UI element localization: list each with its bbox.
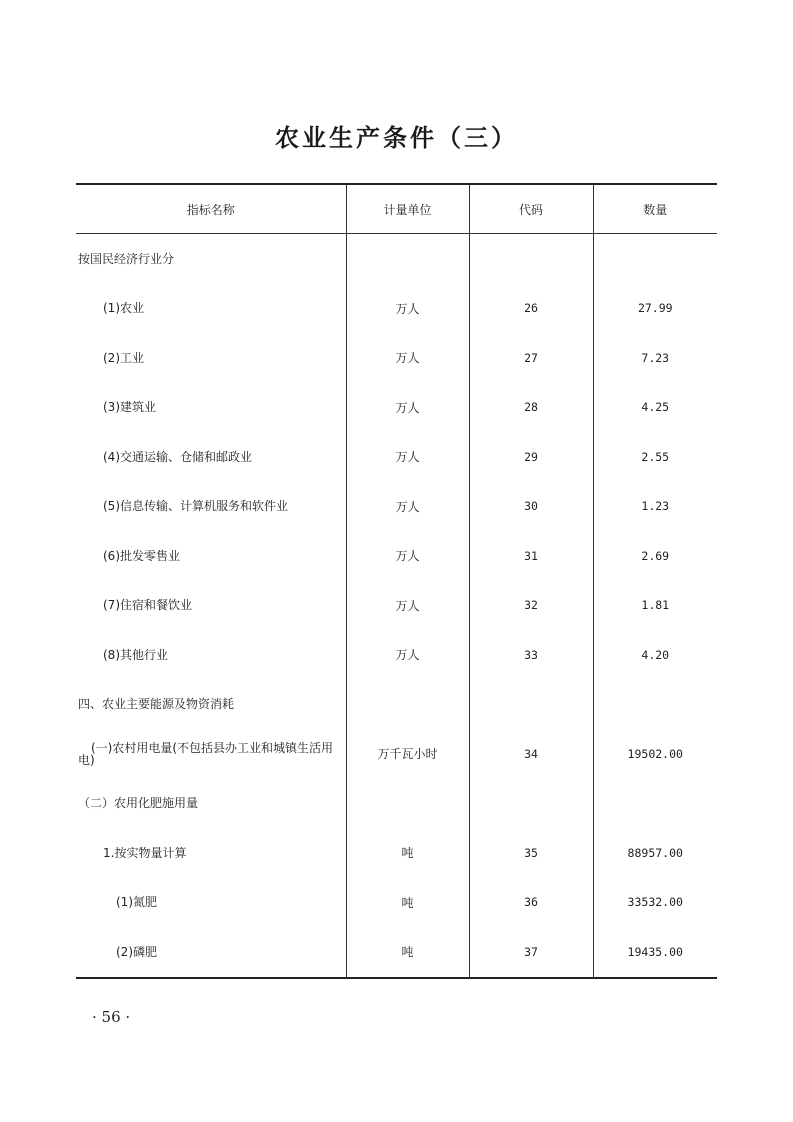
row-unit: 万千瓦小时 (346, 729, 469, 779)
row-unit: 万人 (346, 531, 469, 581)
row-code: 30 (469, 482, 593, 532)
table-row (76, 234, 717, 284)
table-row (76, 383, 717, 433)
table-row (76, 432, 717, 482)
row-value: 2.69 (593, 531, 717, 581)
row-unit: 吨 (346, 878, 469, 928)
row-code (469, 779, 593, 829)
row-name: (2)工业 (103, 350, 144, 365)
table-row (76, 531, 717, 581)
row-name: (5)信息传输、计算机服务和软件业 (103, 499, 288, 514)
row-value (593, 779, 717, 829)
row-value: 88957.00 (593, 828, 717, 878)
table-row (76, 482, 717, 532)
row-value: 4.20 (593, 630, 717, 680)
row-unit: 万人 (346, 630, 469, 680)
table-row (76, 581, 717, 631)
row-value: 33532.00 (593, 878, 717, 928)
row-name: (4)交通运输、仓储和邮政业 (103, 449, 252, 464)
row-code: 28 (469, 383, 593, 433)
row-name: (2)磷肥 (116, 944, 157, 959)
page-number: · 56 · (92, 1008, 131, 1026)
row-code: 26 (469, 284, 593, 334)
row-code: 33 (469, 630, 593, 680)
row-unit: 吨 (346, 927, 469, 978)
table-header-row (76, 184, 717, 234)
row-unit (346, 680, 469, 730)
row-code: 32 (469, 581, 593, 631)
row-name: 1.按实物量计算 (103, 845, 187, 860)
row-name: (7)住宿和餐饮业 (103, 598, 192, 613)
table-row (76, 630, 717, 680)
row-name: (1)农业 (103, 301, 144, 316)
row-unit: 万人 (346, 383, 469, 433)
row-value (593, 680, 717, 730)
table-row (76, 927, 717, 978)
table-row (76, 729, 717, 779)
row-name: （二）农用化肥施用量 (78, 796, 199, 811)
row-name: (6)批发零售业 (103, 548, 180, 563)
row-name: (8)其他行业 (103, 647, 168, 662)
row-name: (3)建筑业 (103, 400, 156, 415)
row-value: 4.25 (593, 383, 717, 433)
row-code: 27 (469, 333, 593, 383)
header-indicator-name: 指标名称 (76, 184, 346, 234)
row-code: 37 (469, 927, 593, 978)
row-code (469, 680, 593, 730)
table-row (76, 828, 717, 878)
row-unit: 吨 (346, 828, 469, 878)
header-value: 数量 (593, 184, 717, 234)
row-value: 19502.00 (593, 729, 717, 779)
table-row (76, 680, 717, 730)
table-row (76, 333, 717, 383)
row-value: 2.55 (593, 432, 717, 482)
row-value: 1.81 (593, 581, 717, 631)
row-unit: 万人 (346, 284, 469, 334)
row-unit: 万人 (346, 482, 469, 532)
header-unit: 计量单位 (346, 184, 469, 234)
row-value (593, 234, 717, 284)
row-code: 34 (469, 729, 593, 779)
row-unit: 万人 (346, 581, 469, 631)
row-value: 19435.00 (593, 927, 717, 978)
data-table (76, 183, 717, 979)
row-name: 按国民经济行业分 (78, 251, 175, 266)
header-code: 代码 (469, 184, 593, 234)
row-name: (1)氮肥 (116, 895, 157, 910)
row-code (469, 234, 593, 284)
page-title: 农业生产条件（三） (275, 124, 518, 152)
table-row (76, 878, 717, 928)
row-unit (346, 779, 469, 829)
row-unit (346, 234, 469, 284)
row-value: 27.99 (593, 284, 717, 334)
row-code: 31 (469, 531, 593, 581)
row-code: 29 (469, 432, 593, 482)
row-name: 四、农业主要能源及物资消耗 (78, 697, 235, 712)
row-name: (一)农村用电量(不包括县办工业和城镇生活用电) (78, 740, 334, 767)
table-row (76, 284, 717, 334)
table-row (76, 779, 717, 829)
row-code: 36 (469, 878, 593, 928)
row-value: 1.23 (593, 482, 717, 532)
row-unit: 万人 (346, 333, 469, 383)
row-value: 7.23 (593, 333, 717, 383)
row-unit: 万人 (346, 432, 469, 482)
row-code: 35 (469, 828, 593, 878)
